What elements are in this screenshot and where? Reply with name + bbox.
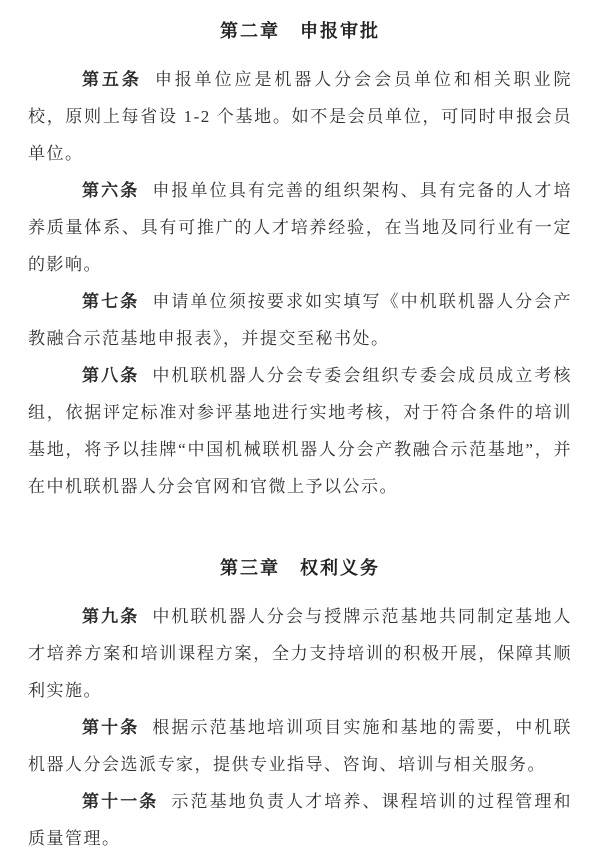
article-7-label: 第七条 <box>82 292 140 311</box>
article-10-label: 第十条 <box>82 718 140 737</box>
article-5-text: 申报单位应是机器人分会会员单位和相关职业院校，原则上每省设 1-2 个基地。如不是会员单位，可同时申报会员单位。 <box>28 70 573 163</box>
article-7 <box>28 283 572 357</box>
article-6 <box>28 172 572 283</box>
article-6-label: 第六条 <box>82 181 140 200</box>
article-11-label: 第十一条 <box>82 792 159 811</box>
article-10 <box>28 709 572 783</box>
article-7-text: 申请单位须按要求如实填写《中机联机器人分会产教融合示范基地申报表》，并提交至秘书处。 <box>28 292 572 348</box>
article-9-text: 中机联机器人分会与授牌示范基地共同制定基地人才培养方案和培训课程方案，全力支持培训的积极开展，保障其顺利实施。 <box>28 607 572 700</box>
article-9-label: 第九条 <box>82 607 140 626</box>
article-5 <box>28 61 572 172</box>
article-10-text: 根据示范基地培训项目实施和基地的需要，中机联机器人分会选派专家，提供专业指导、咨询、培训与相关服务。 <box>28 718 572 774</box>
article-6-text: 申报单位具有完善的组织架构、具有完备的人才培养质量体系、具有可推广的人才培养经验，在当地及同行业有一定的影响。 <box>28 181 572 274</box>
article-8 <box>28 357 572 505</box>
article-11 <box>28 783 572 857</box>
article-8-label: 第八条 <box>82 366 140 385</box>
article-5-label: 第五条 <box>82 70 142 89</box>
article-8-text: 中机联机器人分会专委会组织专委会成员成立考核组，依据评定标准对参评基地进行实地考核，对于符合条件的培训基地，将予以挂牌“中国机械联机器人分会产教融合示范基地”，并在中机联机器人分会官网和官微上予以公示。 <box>28 366 572 496</box>
article-11-text: 示范基地负责人才培养、课程培训的过程管理和质量管理。 <box>28 792 573 848</box>
chapter-2-heading: 第二章 申报审批 <box>220 21 380 41</box>
article-9 <box>28 598 572 709</box>
chapter-3-heading: 第三章 权利义务 <box>220 558 380 578</box>
